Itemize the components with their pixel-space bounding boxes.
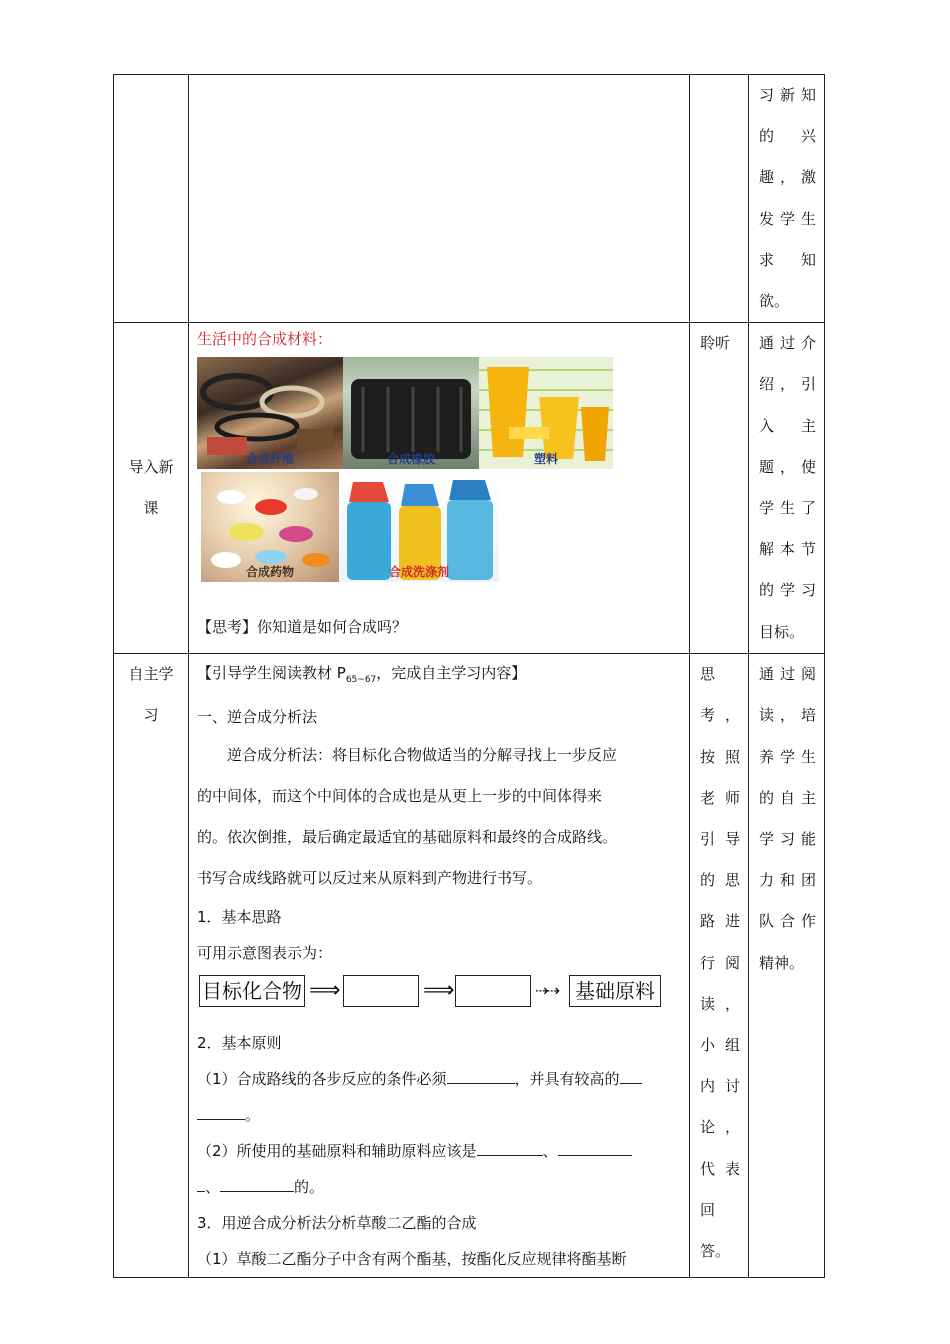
activity-line: 按照 [700,747,740,766]
activity-line: 论， [700,1118,740,1137]
content-cell [189,323,690,654]
intent-line: 养学生 [759,747,816,766]
principle-text: （1）合成路线的各步反应的条件必须 [197,1070,447,1089]
photo-caption: 合成药物 [245,565,294,580]
double-arrow-icon: ⟹ [309,978,341,1004]
intent-line: 绍，引 [759,375,816,394]
intent-line: 的 兴 [759,127,816,146]
principle-2-cont [197,1169,681,1205]
photo-caption: 塑料 [533,452,558,467]
intent-line: 解本节 [759,540,816,559]
activity-line: 代表 [700,1159,740,1178]
intent-line: 题，使 [759,457,816,476]
fill-blank[interactable] [558,1141,632,1156]
principle-text: 、 [542,1142,558,1161]
item-heading: 1．基本思路 [197,908,282,927]
plastic-containers-photo [479,357,613,469]
principle-1 [197,1061,681,1097]
content-cell [189,75,690,323]
content-cell [189,654,690,1278]
lesson-plan-table [113,74,825,1278]
intent-line: 目标。 [759,622,805,641]
table-row [114,75,825,323]
row-label-line: 导入新 [128,458,174,477]
flow-intermediate-box [455,975,531,1007]
principle-2 [197,1133,681,1169]
intent-line: 读，培 [759,706,816,725]
activity-line: 回 [700,1200,716,1219]
activity-line: 读， [700,994,740,1013]
intent-line: 习新知 [759,86,816,104]
intent-line: 通过介 [759,334,816,353]
guide-text: 【引导学生阅读教材 P [197,664,346,683]
design-intent-cell [749,323,825,654]
fill-blank[interactable] [197,1105,245,1120]
analysis-text: （1）草酸二乙酯分子中含有两个酯基，按酯化反应规律将酯基断 [197,1250,627,1269]
think-label: 【思考】 [197,618,258,637]
intent-line: 欲。 [759,292,790,311]
dotted-arrow-icon: ⇢⇢ [535,981,558,1001]
label-cell [114,75,189,323]
item-heading: 3．用逆合成分析法分析草酸二乙酯的合成 [197,1214,477,1233]
intent-line: 力和团 [759,871,816,890]
definition-line: 逆合成分析法：将目标化合物做适当的分解寻找上一步反应 [227,746,618,765]
intent-line: 队合作 [759,912,816,931]
definition-line: 书写合成线路就可以反过来从原料到产物进行书写。 [197,869,543,888]
intent-line: 学生了 [759,499,816,518]
definition-line: 的。依次倒推，最后确定最适宜的基础原料和最终的合成路线。 [197,828,618,847]
row-label-line: 自主学 [128,665,174,684]
fill-blank[interactable] [220,1177,294,1192]
principle-text: （2）所使用的基础原料和辅助原料应该是 [197,1142,477,1161]
student-activity-cell [690,654,749,1278]
intent-line: 学习能 [759,830,816,849]
section-heading: 生活中的合成材料： [197,330,333,349]
fill-blank[interactable] [477,1141,543,1156]
table-row [114,323,825,654]
intent-line: 的学习 [759,581,816,600]
synthetic-fiber-photo [197,357,343,469]
flow-start-box: 目标化合物 [199,975,305,1007]
student-activity-cell [690,323,749,654]
activity-line: 答。 [700,1242,731,1261]
guide-text: ，完成自主学习内容】 [376,664,527,683]
activity-line: 聆听 [700,334,731,353]
activity-line: 思 [700,665,716,684]
activity-line: 老师 [700,788,740,807]
label-cell [114,654,189,1278]
item-heading: 2．基本原则 [197,1034,282,1053]
principle-text: 。 [245,1106,261,1125]
intent-line: 通过阅 [759,665,816,684]
think-text: 你知道是如何合成吗？ [257,618,408,637]
flow-end-box: 基础原料 [569,975,661,1007]
row-label-line: 习 [143,706,159,725]
activity-line: 引导 [700,830,740,849]
page-range: 65~67 [345,675,377,686]
reading-guide [197,654,681,699]
intent-line: 精神。 [759,953,805,972]
flow-intermediate-box [343,975,419,1007]
photo-caption: 合成纤维 [245,452,294,467]
photo-caption: 合成橡胶 [386,452,435,467]
intent-line: 发学生 [759,209,816,228]
activity-line: 小组 [700,1036,740,1055]
design-intent-cell [749,75,825,323]
intent-line: 求 知 [759,250,816,269]
activity-line: 内讨 [700,1077,740,1096]
principle-1-cont [197,1097,681,1133]
pills-photo [201,472,339,582]
activity-line: 的思 [700,871,740,890]
fill-blank[interactable] [447,1069,515,1084]
activity-line: 行阅 [700,953,740,972]
design-intent-cell [749,654,825,1278]
fill-blank[interactable] [620,1069,642,1084]
think-question [197,609,681,645]
synthesis-flow-diagram [197,975,681,1019]
principle-text: ，并具有较高的 [514,1070,620,1089]
photo-caption: 合成洗涤剂 [388,565,449,580]
definition-line: 的中间体，而这个中间体的合成也是从更上一步的中间体得来 [197,787,603,806]
principle-text: 、 [205,1178,221,1197]
label-cell [114,323,189,654]
diagram-intro: 可用示意图表示为： [197,944,333,963]
activity-line: 路进 [700,912,740,931]
detergent-bottles-photo [339,472,499,582]
section-title: 一、逆合成分析法 [197,708,318,727]
intent-line: 入 主 [759,416,816,435]
row-label-line: 课 [143,499,159,518]
table-row [114,654,825,1278]
fill-blank[interactable] [197,1177,205,1192]
principle-text: 的。 [294,1178,325,1197]
intent-line: 趣，激 [759,168,816,187]
student-activity-cell [690,75,749,323]
materials-photo-collage [197,357,681,597]
activity-line: 考， [700,706,740,725]
intent-line: 的自主 [759,788,816,807]
tires-photo [343,357,479,469]
double-arrow-icon: ⟹ [423,978,455,1004]
